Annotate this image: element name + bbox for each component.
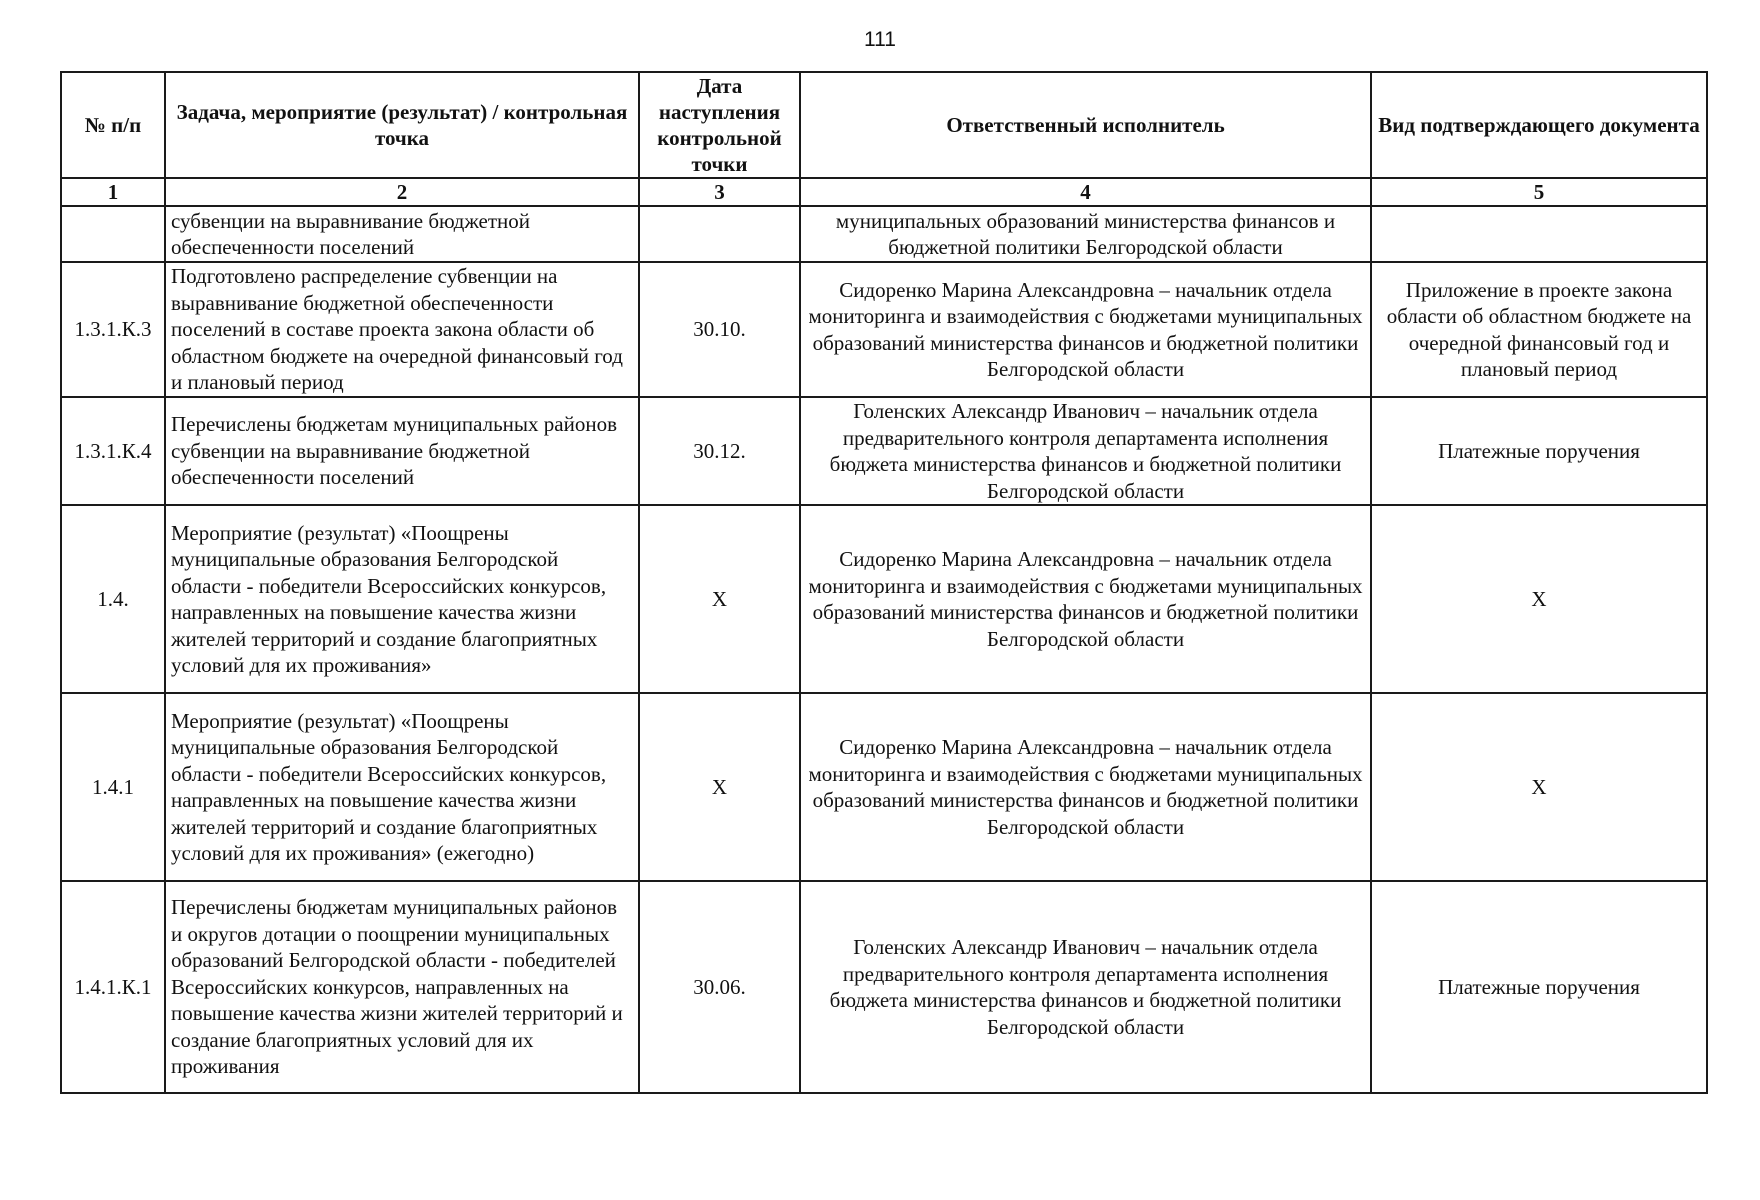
row-document: Приложение в проекте закона области об областном бюджете на очередной финансовый год и плановый период: [1371, 262, 1707, 397]
header-document: Вид подтверждающего документа: [1371, 72, 1707, 178]
row-task: Мероприятие (результат) «Поощрены муниципальные образования Белгородской области - победители Всероссийских конкурсов, направленных на повышение качества жизни жителей территорий и создание благоприятных условий для их проживания» (ежегодно): [165, 693, 639, 881]
table-row: [61, 206, 1707, 262]
row-responsible: Сидоренко Марина Александровна – начальник отдела мониторинга и взаимодействия с бюджетами муниципальных образований министерства финансов и бюджетной политики Белгородской области: [800, 693, 1371, 881]
column-number: 2: [165, 178, 639, 206]
column-number: 4: [800, 178, 1371, 206]
row-task: Мероприятие (результат) «Поощрены муниципальные образования Белгородской области - победители Всероссийских конкурсов, направленных на повышение качества жизни жителей территорий и создание благоприятных условий для их проживания»: [165, 505, 639, 693]
row-task: Подготовлено распределение субвенции на выравнивание бюджетной обеспеченности поселений в составе проекта закона области об областном бюджете на очередной финансовый год и плановый период: [165, 262, 639, 397]
table-row: [61, 881, 1707, 1093]
control-points-table: [60, 71, 1708, 1094]
row-date: [639, 206, 800, 262]
row-date: 30.12.: [639, 397, 800, 505]
row-responsible: муниципальных образований министерства финансов и бюджетной политики Белгородской области: [800, 206, 1371, 262]
row-responsible: Сидоренко Марина Александровна – начальник отдела мониторинга и взаимодействия с бюджетами муниципальных образований министерства финансов и бюджетной политики Белгородской области: [800, 262, 1371, 397]
row-responsible: Голенских Александр Иванович – начальник отдела предварительного контроля департамента исполнения бюджета министерства финансов и бюджетной политики Белгородской области: [800, 397, 1371, 505]
row-document: Х: [1371, 505, 1707, 693]
row-number: 1.4.1.К.1: [61, 881, 165, 1093]
row-number: 1.3.1.К.4: [61, 397, 165, 505]
row-date: Х: [639, 505, 800, 693]
row-date: 30.06.: [639, 881, 800, 1093]
row-document: [1371, 206, 1707, 262]
page-number: 111: [864, 28, 896, 51]
row-number: [61, 206, 165, 262]
row-responsible: Сидоренко Марина Александровна – начальник отдела мониторинга и взаимодействия с бюджетами муниципальных образований министерства финансов и бюджетной политики Белгородской области: [800, 505, 1371, 693]
header-num: № п/п: [61, 72, 165, 178]
row-document: Х: [1371, 693, 1707, 881]
row-document: Платежные поручения: [1371, 397, 1707, 505]
row-number: 1.4.1: [61, 693, 165, 881]
header-task: Задача, мероприятие (результат) / контрольная точка: [165, 72, 639, 178]
row-number: 1.4.: [61, 505, 165, 693]
row-date: Х: [639, 693, 800, 881]
row-date: 30.10.: [639, 262, 800, 397]
column-number: 5: [1371, 178, 1707, 206]
row-task: субвенции на выравнивание бюджетной обеспеченности поселений: [165, 206, 639, 262]
column-number-row: [61, 178, 1707, 206]
row-task: Перечислены бюджетам муниципальных районов субвенции на выравнивание бюджетной обеспеченности поселений: [165, 397, 639, 505]
column-number: 1: [61, 178, 165, 206]
row-number: 1.3.1.К.3: [61, 262, 165, 397]
table-row: [61, 262, 1707, 397]
row-responsible: Голенских Александр Иванович – начальник отдела предварительного контроля департамента исполнения бюджета министерства финансов и бюджетной политики Белгородской области: [800, 881, 1371, 1093]
column-number: 3: [639, 178, 800, 206]
table-row: [61, 505, 1707, 693]
header-responsible: Ответственный исполнитель: [800, 72, 1371, 178]
row-task: Перечислены бюджетам муниципальных районов и округов дотации о поощрении муниципальных образований Белгородской области - победителей Всероссийских конкурсов, направленных на повышение качества жизни жителей территорий и создание благоприятных условий для их проживания: [165, 881, 639, 1093]
table-row: [61, 397, 1707, 505]
row-document: Платежные поручения: [1371, 881, 1707, 1093]
table-row: [61, 693, 1707, 881]
table-header-row: [61, 72, 1707, 178]
header-date: Дата наступления контрольной точки: [639, 72, 800, 178]
